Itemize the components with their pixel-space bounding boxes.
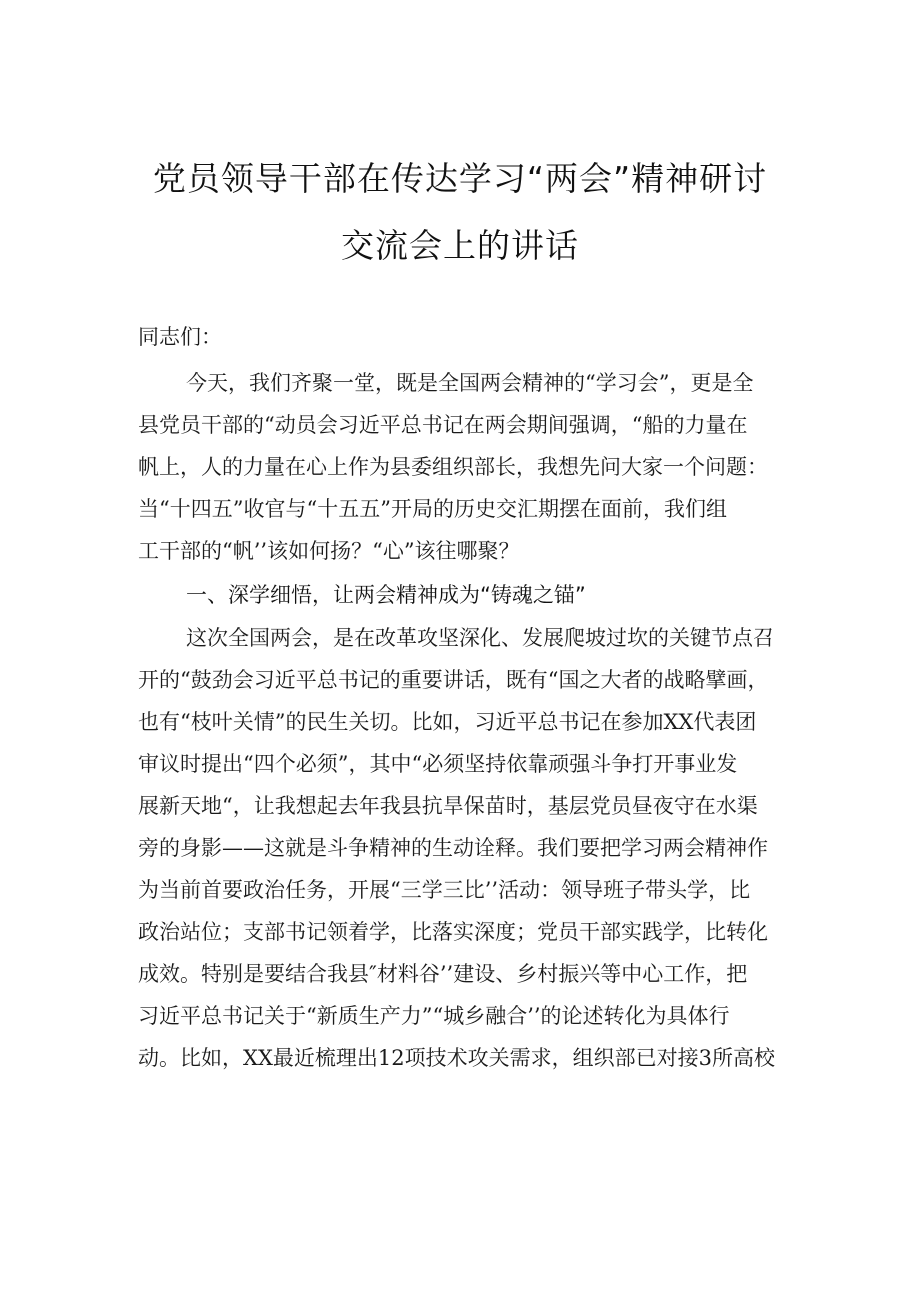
intro-line: 帆上，人的力量在心上作为县委组织部长，我想先问大家一个问题： — [138, 455, 768, 479]
document-title-line-1: 党员领导干部在传达学习“两会”精神研讨 — [152, 159, 768, 198]
intro-line: 工干部的“帆’’该如何扬？“心”该往哪聚？ — [138, 539, 520, 563]
section-heading: 一、深学细悟，让两会精神成为“铸魂之锚” — [186, 583, 586, 607]
body-line: 这次全国两会，是在改革攻坚深化、发展爬坡过坎的关键节点召 — [186, 626, 774, 650]
body-line: 旁的身影——这就是斗争精神的生动诠释。我们要把学习两会精神作 — [138, 836, 768, 860]
body-line: 展新天地“，让我想起去年我县抗旱保苗时，基层党员昼夜守在水渠 — [138, 794, 758, 818]
body-line: 开的“鼓劲会习近平总书记的重要讲话，既有“国之大者的战略擘画， — [138, 668, 769, 692]
body-line: 成效。特别是要结合我县″材料谷’’建设、乡村振兴等中心工作，把 — [138, 962, 748, 986]
intro-line: 县党员干部的“动员会习近平总书记在两会期间强调，“船的力量在 — [138, 413, 748, 437]
body-line: 习近平总书记关于“新质生产力”“城乡融合’’的论述转化为具体行 — [138, 1004, 730, 1028]
body-line: 也有“枝叶关情”的民生关切。比如，习近平总书记在参加XX代表团 — [138, 710, 757, 734]
intro-line: 当“十四五”收官与“十五五”开局的历史交汇期摆在面前，我们组 — [138, 497, 727, 521]
body-line: 政治站位；支部书记领着学，比落实深度；党员干部实践学，比转化 — [138, 920, 768, 944]
body-line: 动。比如，XX最近梳理出12项技术攻关需求，组织部已对接3所高校 — [138, 1046, 775, 1070]
salutation: 同志们： — [138, 325, 222, 349]
document-title-line-2: 交流会上的讲话 — [341, 226, 579, 265]
body-line: 审议时提出“四个必须”，其中“必须坚持依靠顽强斗争打开事业发 — [138, 752, 738, 776]
body-line: 为当前首要政治任务，开展“三学三比’’活动：领导班子带头学，比 — [138, 878, 751, 902]
intro-line: 今天，我们齐聚一堂，既是全国两会精神的“学习会”，更是全 — [186, 371, 754, 395]
